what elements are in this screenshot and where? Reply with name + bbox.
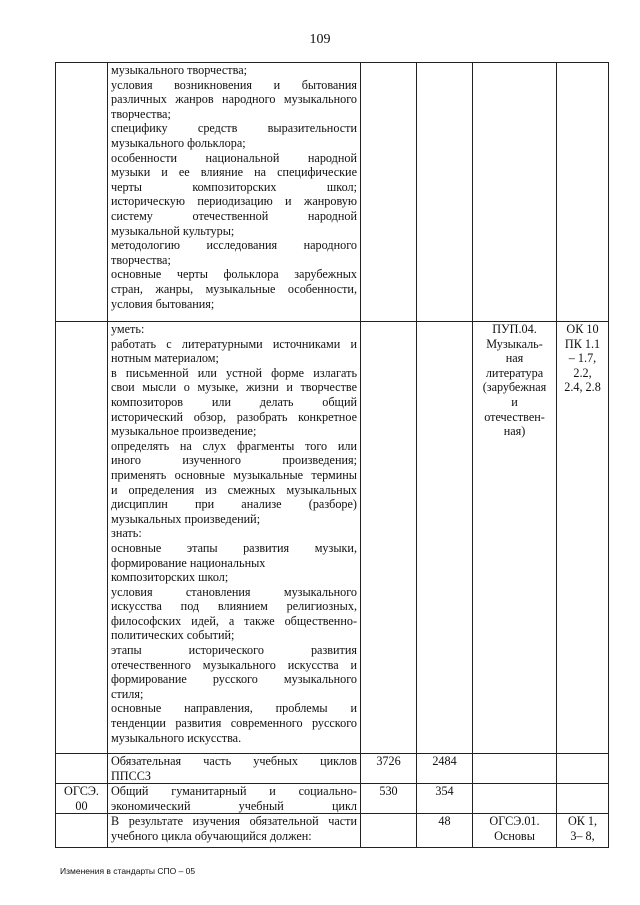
cell-max-load bbox=[361, 63, 417, 322]
cell-max-load bbox=[361, 322, 417, 754]
description-line: музыкального творчества; bbox=[111, 63, 248, 77]
description-line: стиля; bbox=[111, 686, 144, 701]
description-line: отечественного музыкального искусства и bbox=[111, 657, 357, 672]
description-line: уметь: bbox=[111, 322, 145, 336]
cell-mandatory-load bbox=[417, 322, 473, 754]
description-line: стран, жанры, музыкальные особенности, bbox=[111, 281, 357, 296]
table-row bbox=[56, 754, 609, 784]
description-line: музыки и ее влияние на специфические bbox=[111, 165, 357, 180]
description-line: черты композиторских школ; bbox=[111, 179, 357, 194]
description-line: основные направления, проблемы и bbox=[111, 701, 357, 716]
cell-competence bbox=[557, 63, 609, 322]
cell-discipline bbox=[473, 63, 557, 322]
description-line: политических событий; bbox=[111, 628, 235, 643]
description-line: Общий гуманитарный и социально- bbox=[111, 784, 357, 799]
description-line: экономический учебный цикл bbox=[111, 798, 357, 813]
description-line: творчества; bbox=[111, 252, 171, 267]
table-row bbox=[56, 784, 609, 814]
discipline-line: ная bbox=[505, 351, 524, 366]
description-line: ППССЗ bbox=[111, 768, 151, 783]
cell-competence bbox=[557, 754, 609, 784]
discipline-line: ная) bbox=[503, 424, 526, 439]
description-line: музыкальной культуры; bbox=[111, 223, 235, 238]
cell-code bbox=[56, 814, 108, 848]
cell-max-load bbox=[361, 814, 417, 848]
cell-description bbox=[108, 322, 361, 754]
description-line: искусства под влиянием религиозных, bbox=[111, 599, 357, 614]
description-line: особенности национальной народной bbox=[111, 150, 357, 165]
competence-line: – 1.7, bbox=[568, 351, 597, 366]
description-line: формирование национальных bbox=[111, 555, 266, 570]
table-row bbox=[56, 63, 609, 322]
competence-line: ПК 1.1 bbox=[564, 336, 601, 351]
discipline-line: Музыкаль- bbox=[486, 336, 543, 351]
description-line: тенденции развития современного русского bbox=[111, 716, 357, 731]
curriculum-table bbox=[55, 62, 609, 848]
description-line: философских идей, а также общественно- bbox=[111, 613, 357, 628]
description-line: условия возникновения и бытования bbox=[111, 77, 357, 92]
description-line: знать: bbox=[111, 526, 142, 541]
competence-line: 2.2, bbox=[573, 365, 592, 380]
footer-note: Изменения в стандарты СПО – 05 bbox=[60, 866, 196, 876]
description-line: определять на слух фрагменты того или bbox=[111, 438, 357, 453]
competence-line: 3– 8, bbox=[570, 828, 595, 843]
description-line: основные черты фольклора зарубежных bbox=[111, 267, 357, 282]
competence-line: ОК 10 bbox=[566, 322, 599, 336]
description-line: систему отечественной народной bbox=[111, 208, 357, 223]
discipline-line: отечествен- bbox=[484, 409, 545, 424]
cell-code bbox=[56, 63, 108, 322]
cell-competence bbox=[557, 784, 609, 814]
description-line: музыкальных произведений; bbox=[111, 511, 261, 526]
description-line: дисциплин при анализе (разборе) bbox=[111, 497, 357, 512]
description-line: исторический обзор, разобрать конкретное bbox=[111, 409, 357, 424]
description-line: основные этапы развития музыки, bbox=[111, 540, 357, 555]
description-line: творчества; bbox=[111, 106, 171, 121]
cell-mandatory-load: 48 bbox=[417, 814, 473, 848]
cell-discipline bbox=[473, 322, 557, 754]
description-line: различных жанров народного музыкального bbox=[111, 92, 357, 107]
description-line: свои мысли о музыке, жизни и творчестве bbox=[111, 380, 357, 395]
cell-discipline bbox=[473, 814, 557, 848]
cell-description bbox=[108, 814, 361, 848]
description-line: методологию исследования народного bbox=[111, 238, 357, 253]
cell-competence bbox=[557, 814, 609, 848]
description-line: условия становления музыкального bbox=[111, 584, 357, 599]
table-row bbox=[56, 322, 609, 754]
cell-mandatory-load bbox=[417, 63, 473, 322]
cell-code: ОГСЭ. 00 bbox=[56, 784, 108, 814]
description-line: музыкальное произведение; bbox=[111, 424, 257, 439]
competence-line: ОК 1, bbox=[567, 814, 598, 829]
description-line: нотным материалом; bbox=[111, 351, 219, 366]
description-line: композиторских школ; bbox=[111, 570, 229, 585]
description-line: музыкального фольклора; bbox=[111, 135, 246, 150]
description-line: Обязательная часть учебных циклов bbox=[111, 754, 357, 768]
cell-mandatory-load: 2484 bbox=[417, 754, 473, 784]
cell-description bbox=[108, 754, 361, 784]
description-line: условия бытования; bbox=[111, 296, 215, 311]
discipline-line: ОГСЭ.01. bbox=[489, 814, 540, 829]
description-line: в письменной или устной форме излагать bbox=[111, 365, 357, 380]
cell-discipline bbox=[473, 754, 557, 784]
cell-max-load: 3726 bbox=[361, 754, 417, 784]
cell-discipline bbox=[473, 784, 557, 814]
cell-max-load: 530 bbox=[361, 784, 417, 814]
description-line: музыкального искусства. bbox=[111, 730, 242, 745]
description-line: иного изученного произведения; bbox=[111, 453, 357, 468]
discipline-line: ПУП.04. bbox=[492, 322, 537, 336]
discipline-line: Основы bbox=[494, 828, 535, 843]
discipline-line: и bbox=[511, 394, 518, 409]
description-line: формирование русского музыкального bbox=[111, 672, 357, 687]
description-line: применять основные музыкальные термины bbox=[111, 467, 357, 482]
competence-line: 2.4, 2.8 bbox=[564, 380, 601, 395]
cell-code bbox=[56, 322, 108, 754]
cell-mandatory-load: 354 bbox=[417, 784, 473, 814]
description-line: историческую периодизацию и жанровую bbox=[111, 194, 357, 209]
description-line: и определения из смежных музыкальных bbox=[111, 482, 357, 497]
description-line: В результате изучения обязательной части bbox=[111, 814, 357, 829]
description-line: учебного цикла обучающийся должен: bbox=[111, 828, 312, 843]
description-line: этапы исторического развития bbox=[111, 643, 357, 658]
description-line: специфику средств выразительности bbox=[111, 121, 357, 136]
cell-description bbox=[108, 63, 361, 322]
page-number: 109 bbox=[309, 32, 331, 47]
cell-description bbox=[108, 784, 361, 814]
description-line: работать с литературными источниками и bbox=[111, 336, 357, 351]
description-line: композиторов или делать общий bbox=[111, 394, 357, 409]
cell-code bbox=[56, 754, 108, 784]
discipline-line: (зарубежная bbox=[482, 380, 547, 395]
discipline-line: литература bbox=[485, 365, 544, 380]
table-row bbox=[56, 814, 609, 848]
cell-competence bbox=[557, 322, 609, 754]
